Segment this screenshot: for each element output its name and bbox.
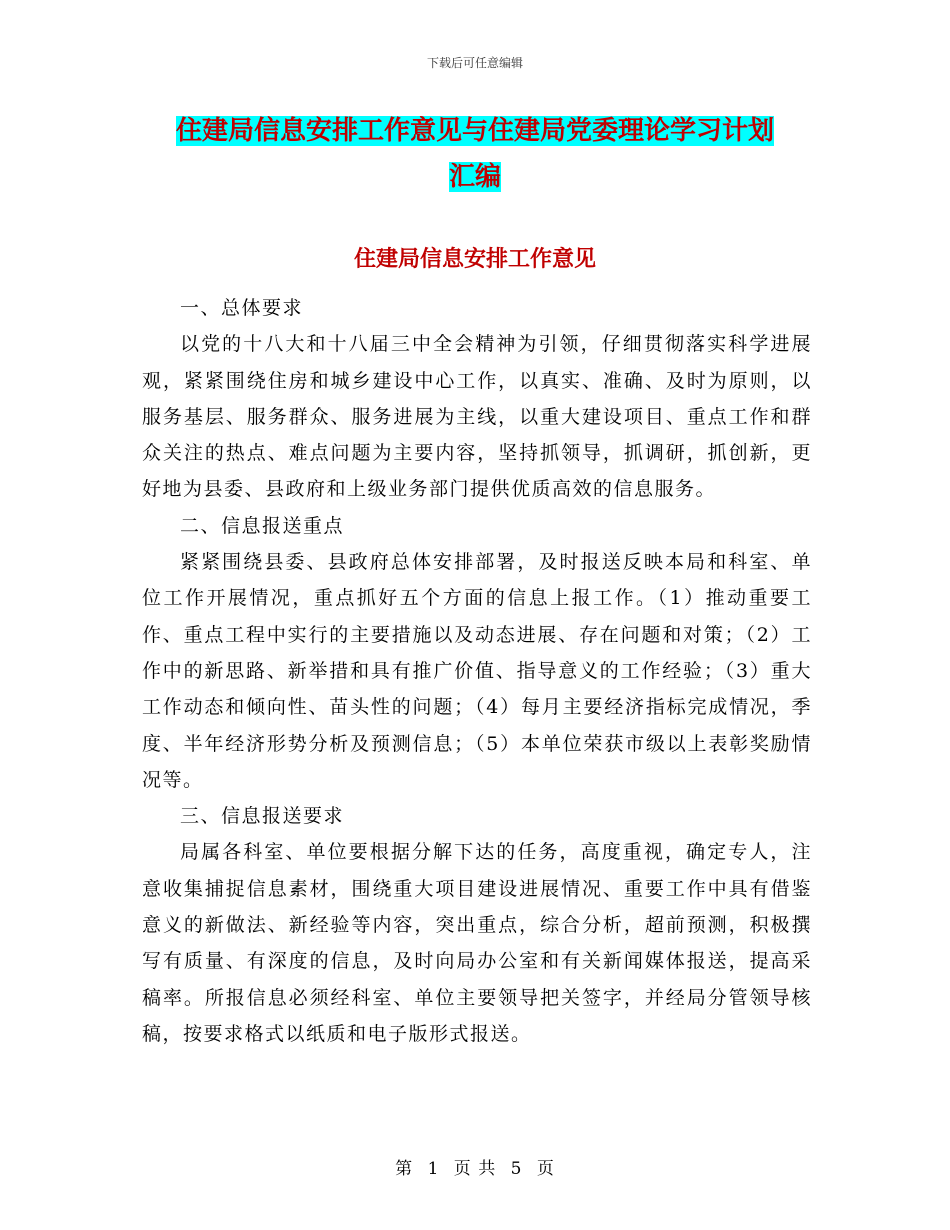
footer-page-number: 1	[427, 1159, 440, 1179]
heading-reporting-requirements: 三、信息报送要求	[180, 805, 345, 828]
page-footer	[0, 1154, 950, 1179]
document-title-line-2: 汇编	[448, 162, 501, 192]
footer-prefix: 第	[395, 1159, 414, 1179]
document-title	[140, 108, 810, 200]
document-body	[142, 290, 812, 1052]
page-header-note: 下载后可任意编辑	[426, 56, 523, 70]
footer-middle: 页 共	[453, 1159, 497, 1179]
footer-total-pages: 5	[510, 1159, 523, 1179]
paragraph-reporting-requirements: 局属各科室、单位要根据分解下达的任务，高度重视，确定专人，注意收集捕捉信息素材，围绕重大项目建设进展情况、重要工作中具有借鉴意义的新做法、新经验等内容，突出重点，综合分析，超前预测，积极撰写有质量、有深度的信息，及时向局办公室和有关新闻媒体报送，提高采稿率。所报信息必须经科室、单位主要领导把关签字，并经局分管领导核稿，按要求格式以纸质和电子版形式报送。	[142, 841, 812, 1045]
heading-overall-requirements: 一、总体要求	[180, 297, 304, 319]
document-title-line-1: 住建局信息安排工作意见与住建局党委理论学习计划	[175, 116, 774, 146]
footer-suffix: 页	[536, 1159, 555, 1179]
paragraph-overall-requirements: 以党的十八大和十八届三中全会精神为引领，仔细贯彻落实科学进展观，紧紧围绕住房和城乡建设中心工作，以真实、准确、及时为原则，以服务基层、服务群众、服务进展为主线，以重大建设项目、重点工作和群众关注的热点、难点问题为主要内容，坚持抓领导，抓调研，抓创新，更好地为县委、县政府和上级业务部门提供优质高效的信息服务。	[142, 333, 812, 501]
section-title: 住建局信息安排工作意见	[353, 247, 596, 272]
heading-reporting-focus: 二、信息报送重点	[180, 514, 345, 537]
paragraph-reporting-focus: 紧紧围绕县委、县政府总体安排部署，及时报送反映本局和科室、单位工作开展情况，重点抓好五个方面的信息上报工作。（1）推动重要工作、重点工程中实行的主要措施以及动态进展、存在问题和对策；（2）工作中的新思路、新举措和具有推广价值、指导意义的工作经验；（3）重大工作动态和倾向性、苗头性的问题；（4）每月主要经济指标完成情况，季度、半年经济形势分析及预测信息；（5）本单位荣获市级以上表彰奖励情况等。	[142, 551, 812, 791]
